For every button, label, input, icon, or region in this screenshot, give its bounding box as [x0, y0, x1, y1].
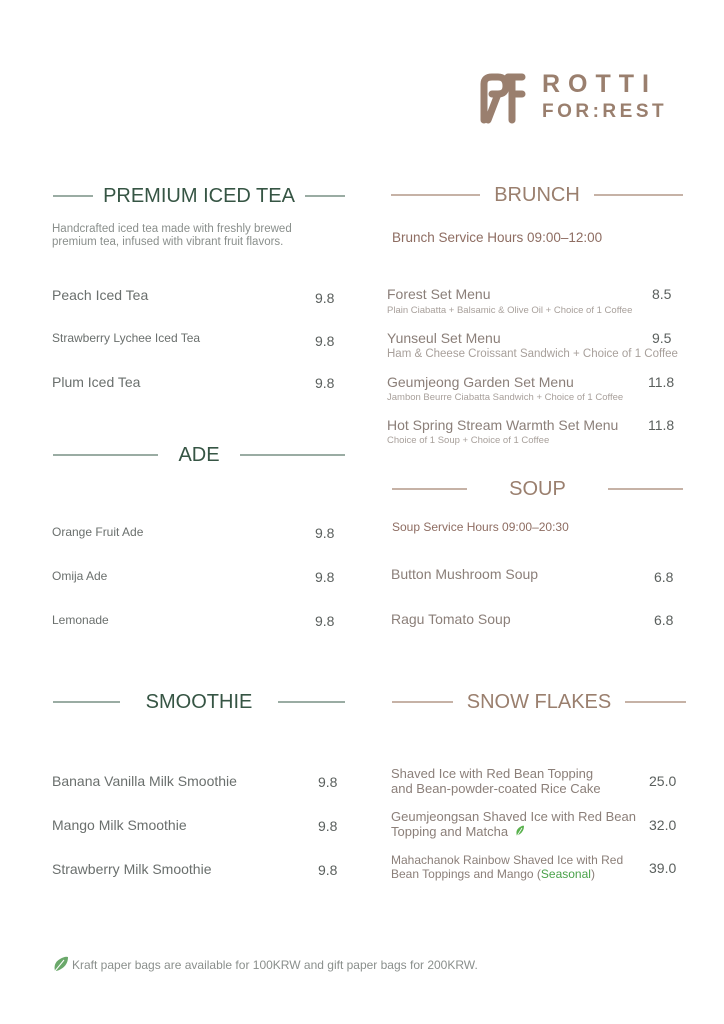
iced-tea-header	[53, 184, 345, 208]
divider	[392, 488, 467, 490]
soup-hours: Soup Service Hours 09:00–20:30	[392, 520, 569, 534]
menu-item-name: Orange Fruit Ade	[52, 525, 144, 539]
snow-flakes-header	[392, 690, 686, 714]
soup-header	[392, 477, 683, 501]
menu-item-name: Yunseul Set Menu	[387, 330, 501, 346]
menu-item-description: Choice of 1 Soup + Choice of 1 Coffee	[387, 435, 550, 446]
menu-item-name-line	[391, 824, 636, 840]
menu-item-price: 32.0	[649, 817, 677, 833]
menu-item-name-line: Shaved Ice with Red Bean Topping	[391, 766, 594, 781]
menu-item-name-text: Bean Toppings and Mango (	[391, 867, 541, 881]
divider	[594, 194, 683, 196]
footer-note: Kraft paper bags are available for 100KRW and gift paper bags for 200KRW.	[72, 958, 478, 972]
menu-item-name-line: and Bean-powder-coated Rice Cake	[391, 781, 601, 796]
menu-item-name: Omija Ade	[52, 569, 108, 583]
menu-item-name-text: )	[590, 867, 595, 881]
brand-subname: FOR:REST	[542, 101, 668, 122]
menu-item-name-text: Topping and Matcha	[391, 824, 509, 839]
menu-item-name: Geumjeong Garden Set Menu	[387, 374, 574, 390]
menu-item-name	[391, 766, 601, 796]
menu-item-price: 9.8	[315, 375, 335, 391]
iced-tea-description: Handcrafted iced tea made with freshly brewed premium tea, infused with vibrant fruit flavors.	[52, 223, 292, 248]
divider	[278, 701, 345, 703]
ade-header	[53, 443, 345, 467]
menu-item-name: Forest Set Menu	[387, 286, 491, 302]
menu-item-name	[391, 809, 636, 840]
menu-item-name: Lemonade	[52, 613, 109, 627]
rf-logo-icon	[478, 72, 526, 124]
menu-item-name-line: Mahachanok Rainbow Shaved Ice with Red	[391, 853, 624, 867]
brunch-header	[391, 183, 683, 207]
menu-item-price: 25.0	[649, 773, 677, 789]
menu-item-name: Banana Vanilla Milk Smoothie	[52, 773, 237, 789]
section-title: PREMIUM ICED TEA	[103, 184, 295, 207]
menu-item-name: Strawberry Lychee Iced Tea	[52, 331, 201, 345]
divider	[53, 195, 93, 197]
menu-item-price: 6.8	[654, 612, 674, 628]
menu-item-name: Ragu Tomato Soup	[391, 611, 511, 627]
divider	[240, 454, 345, 456]
smoothie-header	[53, 690, 345, 714]
menu-item-name-line	[391, 867, 623, 881]
seasonal-tag: Seasonal	[540, 867, 591, 881]
section-title: SOUP	[509, 477, 566, 500]
menu-item-price: 9.8	[318, 774, 338, 790]
divider	[305, 195, 345, 197]
menu-item-price: 11.8	[648, 374, 675, 390]
menu-item-name: Peach Iced Tea	[52, 287, 149, 303]
leaf-icon	[515, 825, 525, 840]
menu-item-name: Strawberry Milk Smoothie	[52, 861, 212, 877]
menu-item-name: Mango Milk Smoothie	[52, 817, 187, 833]
menu-item-name	[391, 853, 623, 881]
menu-item-name: Hot Spring Stream Warmth Set Menu	[387, 417, 619, 433]
divider	[391, 194, 480, 196]
menu-item-price: 11.8	[648, 417, 675, 433]
menu-item-description: Plain Ciabatta + Balsamic & Olive Oil + Choice of 1 Coffee	[387, 305, 633, 316]
menu-item-description: Ham & Cheese Croissant Sandwich + Choice of 1 Coffee	[387, 348, 678, 360]
section-title: ADE	[178, 443, 220, 466]
section-title: BRUNCH	[494, 183, 580, 206]
menu-item-price: 8.5	[652, 286, 672, 302]
menu-item-price: 9.8	[315, 525, 335, 541]
brunch-hours: Brunch Service Hours 09:00–12:00	[392, 230, 603, 245]
divider	[53, 701, 120, 703]
menu-item-price: 9.8	[318, 862, 338, 878]
divider	[392, 701, 453, 703]
brand-name: ROTTI	[542, 70, 657, 98]
menu-item-price: 9.8	[315, 290, 335, 306]
menu-item-name: Button Mushroom Soup	[391, 566, 539, 582]
divider	[625, 701, 686, 703]
menu-item-price: 9.8	[315, 569, 335, 585]
section-title: SNOW FLAKES	[466, 690, 612, 713]
menu-item-description: Jambon Beurre Ciabatta Sandwich + Choice of 1 Coffee	[387, 392, 624, 403]
menu-item-price: 9.5	[652, 330, 672, 346]
section-title: SMOOTHIE	[145, 690, 253, 713]
leaf-icon	[53, 956, 69, 977]
menu-item-price: 39.0	[649, 860, 677, 876]
menu-item-price: 9.8	[315, 333, 335, 349]
menu-item-name-line: Geumjeongsan Shaved Ice with Red Bean	[391, 809, 636, 824]
menu-item-price: 6.8	[654, 569, 674, 585]
menu-item-price: 9.8	[315, 613, 335, 629]
menu-item-name: Plum Iced Tea	[52, 374, 141, 390]
menu-item-price: 9.8	[318, 818, 338, 834]
divider	[608, 488, 683, 490]
divider	[53, 454, 158, 456]
